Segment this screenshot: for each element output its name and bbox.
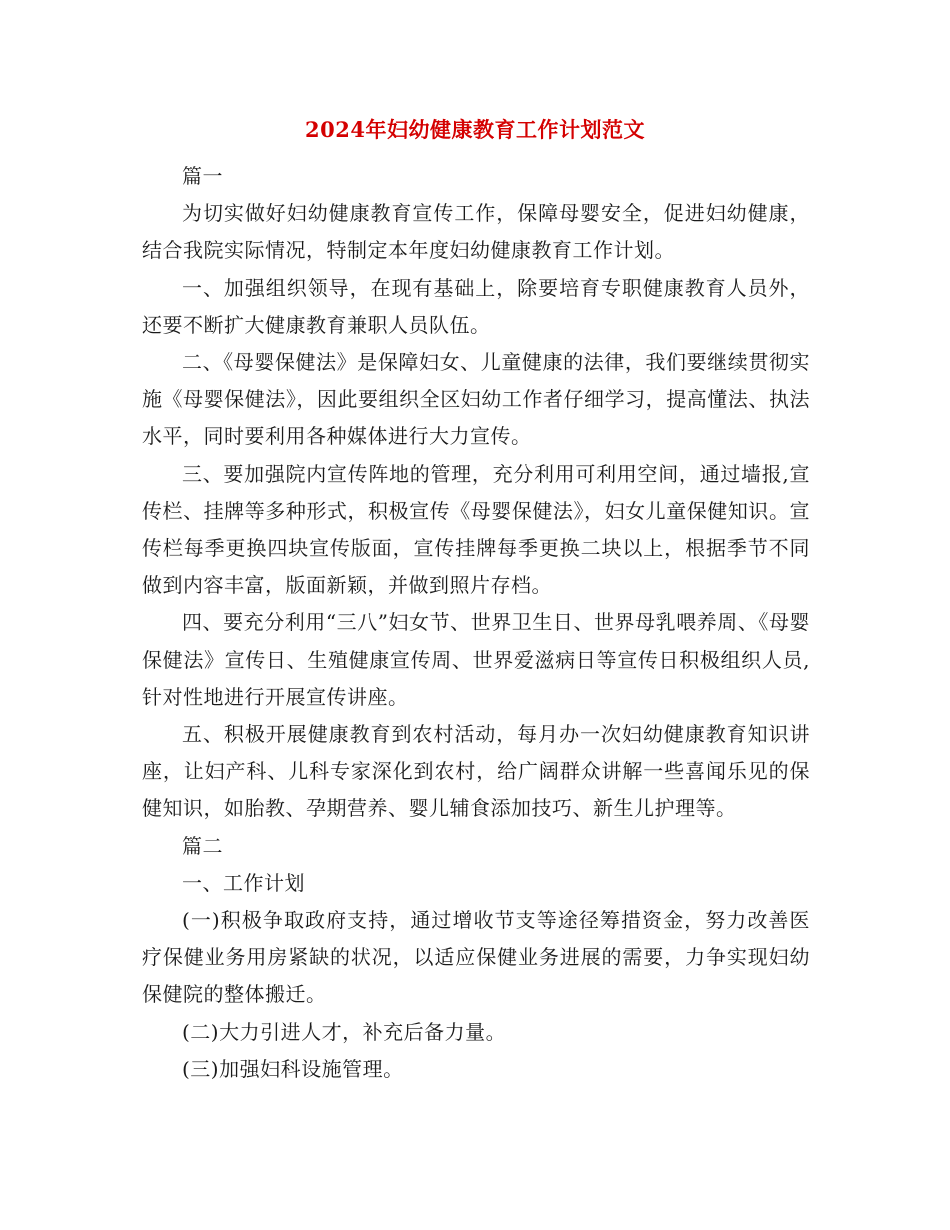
paragraph: 为切实做好妇幼健康教育宣传工作，保障母婴安全，促进妇幼健康，结合我院实际情况，特制定本年度妇幼健康教育工作计划。 [142, 201, 810, 263]
section-heading: 篇一 [182, 164, 223, 188]
paragraph: (二)大力引进人才，补充后备力量。 [182, 1019, 507, 1044]
paragraph: 二、《母婴保健法》是保障妇女、儿童健康的法律，我们要继续贯彻实施《母婴保健法》，因此要组织全区妇幼工作者仔细学习，提高懂法、执法水平，同时要利用各种媒体进行大力宣传。 [142, 350, 810, 449]
document-title: 2024年妇幼健康教育工作计划范文 [305, 117, 645, 142]
paragraph: 一、加强组织领导，在现有基础上，除要培育专职健康教育人员外，还要不断扩大健康教育兼职人员队伍。 [142, 275, 810, 337]
paragraph: (一)积极争取政府支持，通过增收节支等途径筹措资金，努力改善医疗保健业务用房紧缺的状况，以适应保健业务进展的需要，力争实现妇幼保健院的整体搬迁。 [142, 908, 810, 1007]
paragraph: (三)加强妇科设施管理。 [182, 1056, 404, 1081]
document-body [142, 158, 810, 1088]
paragraph: 五、积极开展健康教育到农村活动，每月办一次妇幼健康教育知识讲座，让妇产科、儿科专家深化到农村，给广阔群众讲解一些喜闻乐见的保健知识，如胎教、孕期营养、婴儿辅食添加技巧、新生儿护理等。 [142, 722, 810, 821]
paragraph: 四、要充分利用“三八”妇女节、世界卫生日、世界母乳喂养周、《母婴保健法》宣传日、生殖健康宣传周、世界爱滋病日等宣传日积极组织人员,针对性地进行开展宣传讲座。 [142, 610, 810, 709]
paragraph: 一、工作计划 [182, 870, 305, 895]
section-heading: 篇二 [182, 833, 223, 858]
paragraph: 三、要加强院内宣传阵地的管理，充分利用可利用空间，通过墙报,宣传栏、挂牌等多种形式，积极宣传《母婴保健法》，妇女儿童保健知识。宣传栏每季更换四块宣传版面，宣传挂牌每季更换二块以上，根据季节不同做到内容丰富，版面新颖，并做到照片存档。 [142, 461, 810, 598]
